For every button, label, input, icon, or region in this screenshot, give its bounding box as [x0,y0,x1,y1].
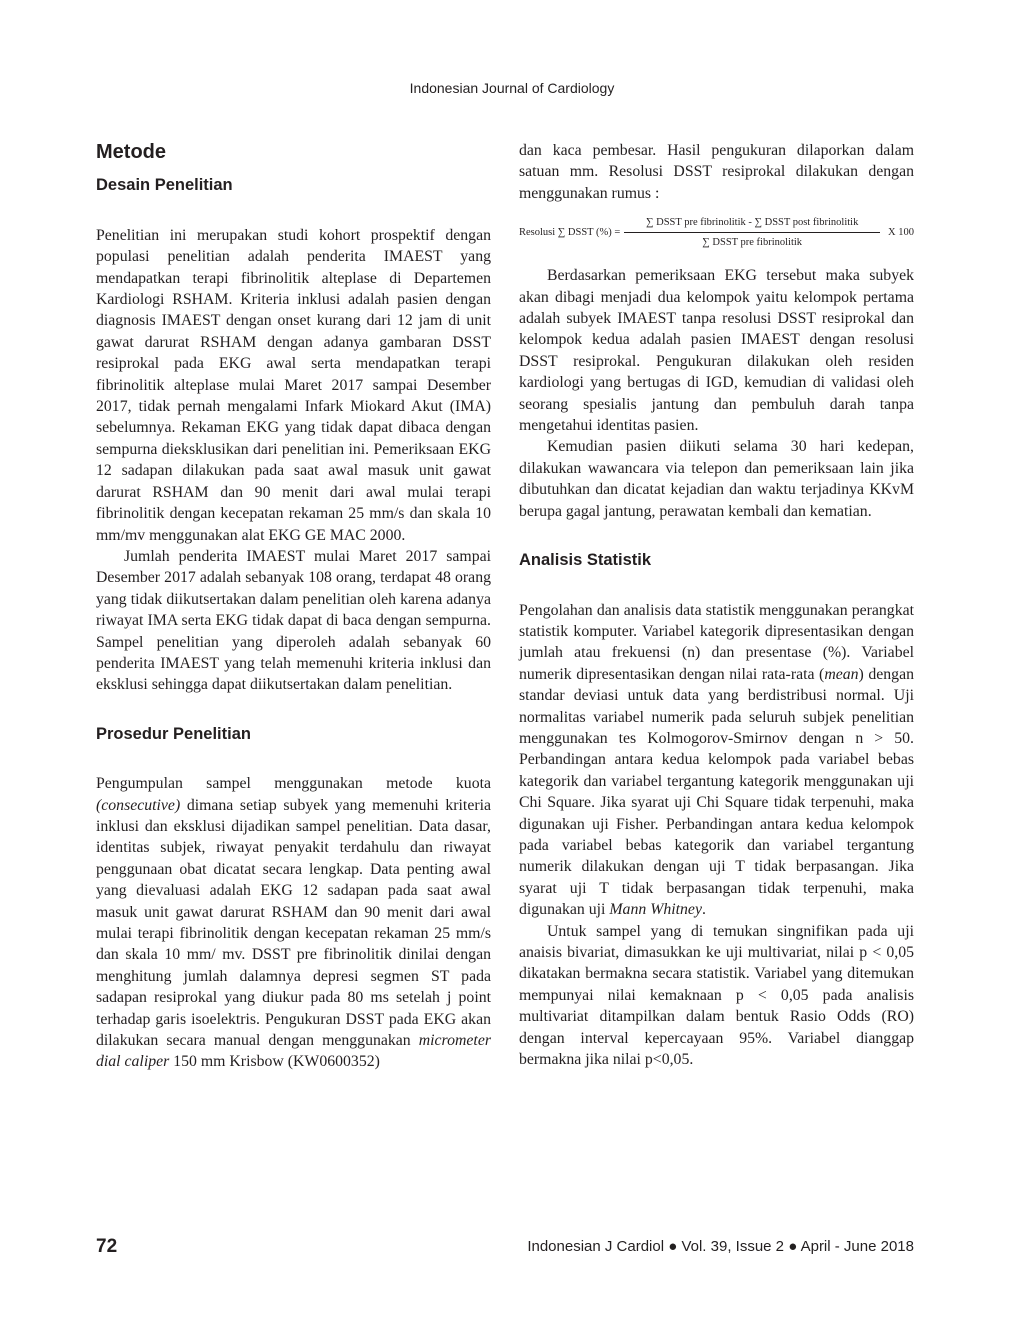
formula-denominator: ∑ DSST pre fibrinolitik [702,237,803,249]
italic-term-consecutive: (consecutive) [96,796,181,814]
text-run: . [701,901,706,919]
paragraph-intro-right: dan kaca pembesar. Hasil pengukuran dilaporkan dalam satuan mm. Resolusi DSST resiprokal dilakukan dengan menggunakan rumus : [519,142,914,202]
paragraph-berdasarkan: Berdasarkan pemeriksaan EKG tersebut maka subyek akan dibagi menjadi dua kelompok yaitu kelompok pertama adalah subyek IMAEST tanpa resolusi DSST resiprokal dan kelompok kedua adalah pasien IMAEST dengan resolusi DSST resiprokal. Pengukuran dilakukan oleh residen kardiologi yang bertugas di IGD, kemudian di validasi oleh seorang spesialis jantung dan pembuluh darah tanpa mengetahui identitas pasien. [519,267,914,435]
text-run: dimana setiap subyek yang memenuhi kriteria inklusi dan eksklusi dijadikan sampel penelitian. Data dasar, identitas subjek, riwayat penyakit terdahulu dan riwayat penggunaan obat dicatat secara lengkap. Data penting awal yang dievaluasi adalah EKG 12 sadapan pada saat awal masuk unit gawat darurat RSHAM dan 90 menit dari awal mulai terapi fibrinolitik dengan kecepatan rekaman 25 mm/s dan skala 10 mm/ mv. DSST pre fibrinolitik dinilai dengan menghitung jumlah dalamnya depresi segmen ST pada sadapan resiprokal yang diukur pada 80 ms setelah j point terhadap garis isoelektris. Pengukuran DSST pada EKG akan dilakukan secara manual dengan menggunakan [96,796,491,1050]
italic-term-mean: mean [824,665,859,683]
heading-desain-penelitian: Desain Penelitian [96,176,233,195]
text-run: Pengumpulan sampel menggunakan metode kuota [96,775,491,793]
heading-prosedur-penelitian: Prosedur Penelitian [96,724,251,743]
formula-lhs: Resolusi ∑ DSST (%) = [519,227,621,239]
formula-fraction [624,216,880,249]
italic-term-mann-whitney: Mann Whitney [609,901,702,919]
footer-citation: Indonesian J Cardiol ● Vol. 39, Issue 2 ● April - June 2018 [527,1238,914,1255]
text-run: Pengolahan dan analisis data statistik menggunakan perangkat statistik komputer. Variabel kategorik dipresentasikan dengan jumlah atau frekuensi (n) dan presentase (%). Variabel numerik dipresentasikan dengan nilai rata-rata ( [519,601,914,683]
formula-resolusi-dsst [519,216,914,249]
right-column [519,140,914,1070]
paragraph-desain-1: Penelitian ini merupakan studi kohort prospektif dengan populasi penelitian adalah penderita IMAEST yang mendapatkan terapi fibrinolitik alteplase di Departemen Kardiologi RSHAM. Kriteria inklusi adalah pasien dengan diagnosis IMAEST dengan onset kurang dari 12 jam di unit gawat darurat RSHAM dengan adanya gambaran DSST resiprokal pada EKG awal serta mendapatkan terapi fibrinolitik alteplase mulai Maret 2017 sampai Desember 2017, tidak pernah mengalami Infark Miokard Akut (IMA) sebelumnya. Rekaman EKG yang tidak dapat dibaca dengan sempurna dieksklusikan dari penelitian ini. Pemeriksaan EKG 12 sadapan dilakukan pada saat awal masuk unit gawat darurat RSHAM dan 90 menit dari awal mulai terapi fibrinolitik dengan kecepatan rekaman 25 mm/s dan skala 10 mm/mv menggunakan alat EKG GE MAC 2000. [96,226,491,544]
text-run: 150 mm Krisbow (KW0600352) [169,1053,380,1071]
paragraph-analisis-2: Untuk sampel yang di temukan singnifikan pada uji anaisis bivariat, dimasukkan ke uji multivariat, nilai p < 0,05 dikatakan bermakna secara statistik. Variabel yang ditemukan mempunyai nilai kemaknaan p < 0,05 pada analisis multivariat ditampilkan dalam bentuk Rasio Odds (RO) dengan interval kepercayaan 95%. Variabel dianggap bermakna jika nilai p<0,05. [519,922,914,1069]
running-header: Indonesian Journal of Cardiology [409,80,615,96]
page-number: 72 [96,1236,118,1257]
formula-multiplier: X 100 [888,227,914,239]
section-title-metode: Metode [96,141,166,163]
paragraph-prosedur-1 [96,773,491,1073]
paragraph-kemudian: Kemudian pasien diikuti selama 30 hari kedepan, dilakukan wawancara via telepon dan pemeriksaan lain jika dibutuhkan dan dicatat kejadian dan waktu terjadinya KKvM berupa gagal jantung, perawatan kembali dan kematian. [519,438,914,520]
text-run: ) dengan standar deviasi untuk data yang berdistribusi normal. Uji normalitas variabel numerik pada seluruh subjek penelitian menggunakan tes Kolmogorov-Smirnov dengan n > 50. Perbandingan antara kedua kelompok pada variabel bebas kategorik dan variabel tergantung kategorik menggunakan uji Chi Square. Jika syarat uji Chi Square tidak terpenuhi, maka digunakan uji Fisher. Perbandingan antara kedua kelompok pada variabel bebas kategorik dan variabel tergantung numerik dilakukan dengan uji T tidak berpasangan. Jika syarat uji T tidak berpasangan tidak terpenuhi, maka digunakan uji [519,665,914,919]
formula-numerator: ∑ DSST pre fibrinolitik - ∑ DSST post fibrinolitik [624,216,880,233]
paragraph-analisis-1 [519,600,914,921]
paragraph-desain-2: Jumlah penderita IMAEST mulai Maret 2017 sampai Desember 2017 adalah sebanyak 108 orang, terdapat 48 orang yang tidak diikutsertakan dalam penelitian oleh karena adanya riwayat IMA serta EKG tidak dapat di baca dengan sempurna. Sampel penelitian yang diperoleh adalah sebanyak 60 penderita IMAEST yang telah memenuhi kriteria inklusi dan eksklusi sehingga dapat diikutsertakan dalam penelitian. [96,547,491,694]
heading-analisis-statistik: Analisis Statistik [519,551,652,570]
italic-term-caliper: micrometer dial caliper [96,1032,491,1071]
left-column [96,140,491,1073]
